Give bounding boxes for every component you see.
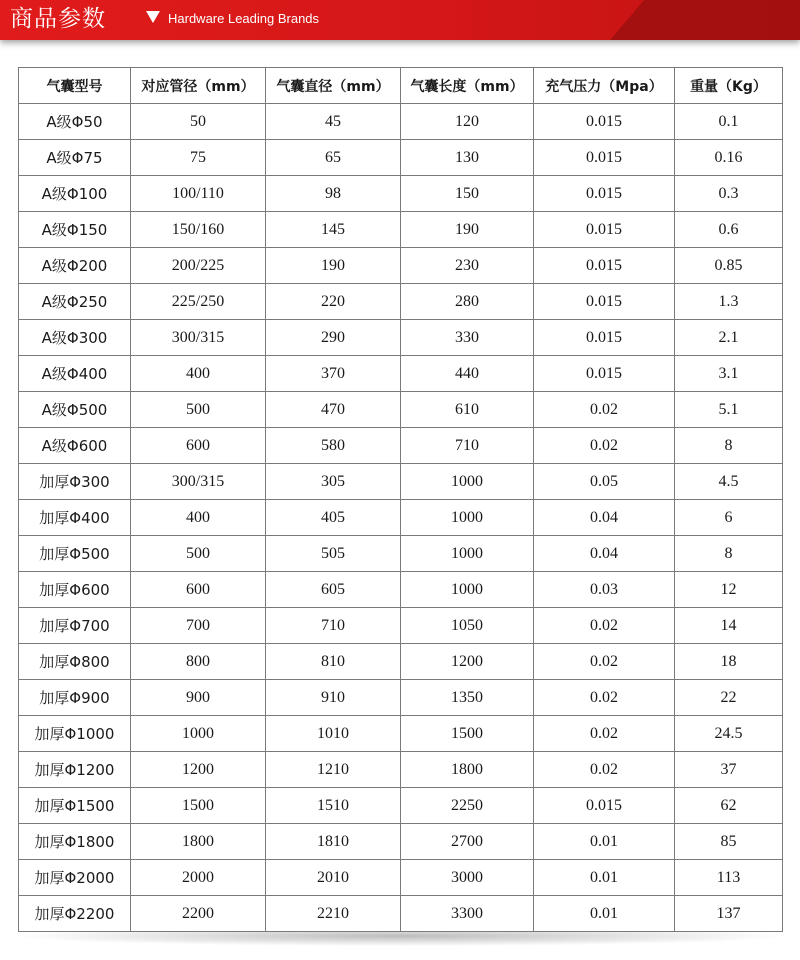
pressure-cell: 0.02 (534, 752, 675, 788)
pipe-diameter-cell: 1000 (131, 716, 266, 752)
airbag-length-cell: 710 (401, 428, 534, 464)
pressure-cell: 0.01 (534, 860, 675, 896)
airbag-diameter-cell: 1010 (266, 716, 401, 752)
column-header-model: 气囊型号 (19, 68, 131, 104)
table-row (19, 464, 783, 500)
airbag-length-cell: 130 (401, 140, 534, 176)
table-row (19, 248, 783, 284)
airbag-length-cell: 3300 (401, 896, 534, 932)
column-header-airbag-length: 气囊长度（mm） (401, 68, 534, 104)
model-cell: 加厚Φ2000 (19, 860, 131, 896)
weight-cell: 0.6 (675, 212, 783, 248)
model-cell: 加厚Φ400 (19, 500, 131, 536)
weight-cell: 137 (675, 896, 783, 932)
table-row (19, 356, 783, 392)
pipe-diameter-cell: 2200 (131, 896, 266, 932)
model-cell: A级Φ300 (19, 320, 131, 356)
pressure-cell: 0.04 (534, 500, 675, 536)
airbag-diameter-cell: 220 (266, 284, 401, 320)
airbag-diameter-cell: 65 (266, 140, 401, 176)
weight-cell: 6 (675, 500, 783, 536)
table-row (19, 716, 783, 752)
model-cell: 加厚Φ800 (19, 644, 131, 680)
pressure-cell: 0.03 (534, 572, 675, 608)
weight-cell: 1.3 (675, 284, 783, 320)
airbag-diameter-cell: 470 (266, 392, 401, 428)
pipe-diameter-cell: 50 (131, 104, 266, 140)
model-cell: A级Φ500 (19, 392, 131, 428)
table-row (19, 572, 783, 608)
airbag-length-cell: 1800 (401, 752, 534, 788)
model-cell: A级Φ200 (19, 248, 131, 284)
table-row (19, 680, 783, 716)
model-cell: A级Φ250 (19, 284, 131, 320)
page-title: 商品参数 (10, 6, 106, 32)
airbag-diameter-cell: 505 (266, 536, 401, 572)
model-cell: A级Φ100 (19, 176, 131, 212)
pressure-cell: 0.01 (534, 896, 675, 932)
airbag-length-cell: 230 (401, 248, 534, 284)
table-row (19, 140, 783, 176)
pipe-diameter-cell: 75 (131, 140, 266, 176)
table-row (19, 320, 783, 356)
model-cell: A级Φ75 (19, 140, 131, 176)
pipe-diameter-cell: 1800 (131, 824, 266, 860)
pipe-diameter-cell: 400 (131, 356, 266, 392)
table-header-row (19, 68, 783, 104)
airbag-diameter-cell: 405 (266, 500, 401, 536)
brand-tagline: Hardware Leading Brands (168, 11, 320, 26)
airbag-diameter-cell: 370 (266, 356, 401, 392)
weight-cell: 4.5 (675, 464, 783, 500)
airbag-diameter-cell: 145 (266, 212, 401, 248)
weight-cell: 18 (675, 644, 783, 680)
pipe-diameter-cell: 150/160 (131, 212, 266, 248)
pipe-diameter-cell: 700 (131, 608, 266, 644)
airbag-diameter-cell: 605 (266, 572, 401, 608)
pipe-diameter-cell: 225/250 (131, 284, 266, 320)
pressure-cell: 0.02 (534, 608, 675, 644)
table-row (19, 536, 783, 572)
weight-cell: 2.1 (675, 320, 783, 356)
table-row (19, 284, 783, 320)
pressure-cell: 0.02 (534, 392, 675, 428)
pipe-diameter-cell: 2000 (131, 860, 266, 896)
airbag-diameter-cell: 1210 (266, 752, 401, 788)
pressure-cell: 0.02 (534, 644, 675, 680)
weight-cell: 8 (675, 536, 783, 572)
table-row (19, 608, 783, 644)
airbag-length-cell: 2250 (401, 788, 534, 824)
weight-cell: 8 (675, 428, 783, 464)
airbag-length-cell: 610 (401, 392, 534, 428)
weight-cell: 12 (675, 572, 783, 608)
weight-cell: 0.3 (675, 176, 783, 212)
column-header-pipe-diameter: 对应管径（mm） (131, 68, 266, 104)
pressure-cell: 0.015 (534, 104, 675, 140)
pressure-cell: 0.015 (534, 176, 675, 212)
airbag-diameter-cell: 190 (266, 248, 401, 284)
airbag-diameter-cell: 45 (266, 104, 401, 140)
pipe-diameter-cell: 500 (131, 392, 266, 428)
table-row (19, 104, 783, 140)
weight-cell: 0.85 (675, 248, 783, 284)
pressure-cell: 0.015 (534, 212, 675, 248)
pressure-cell: 0.015 (534, 356, 675, 392)
airbag-length-cell: 440 (401, 356, 534, 392)
pipe-diameter-cell: 300/315 (131, 464, 266, 500)
airbag-length-cell: 330 (401, 320, 534, 356)
weight-cell: 0.1 (675, 104, 783, 140)
pipe-diameter-cell: 900 (131, 680, 266, 716)
table-row (19, 644, 783, 680)
column-header-weight: 重量（Kg） (675, 68, 783, 104)
weight-cell: 85 (675, 824, 783, 860)
pipe-diameter-cell: 500 (131, 536, 266, 572)
column-header-airbag-diameter: 气囊直径（mm） (266, 68, 401, 104)
model-cell: 加厚Φ700 (19, 608, 131, 644)
weight-cell: 113 (675, 860, 783, 896)
airbag-length-cell: 1000 (401, 464, 534, 500)
model-cell: 加厚Φ1500 (19, 788, 131, 824)
airbag-length-cell: 1000 (401, 536, 534, 572)
airbag-diameter-cell: 290 (266, 320, 401, 356)
model-cell: 加厚Φ900 (19, 680, 131, 716)
model-cell: A级Φ400 (19, 356, 131, 392)
weight-cell: 14 (675, 608, 783, 644)
model-cell: A级Φ150 (19, 212, 131, 248)
pressure-cell: 0.02 (534, 680, 675, 716)
model-cell: A级Φ600 (19, 428, 131, 464)
pressure-cell: 0.05 (534, 464, 675, 500)
airbag-length-cell: 1500 (401, 716, 534, 752)
pressure-cell: 0.02 (534, 428, 675, 464)
pipe-diameter-cell: 1200 (131, 752, 266, 788)
airbag-length-cell: 190 (401, 212, 534, 248)
airbag-diameter-cell: 710 (266, 608, 401, 644)
airbag-diameter-cell: 1810 (266, 824, 401, 860)
airbag-diameter-cell: 580 (266, 428, 401, 464)
airbag-diameter-cell: 2010 (266, 860, 401, 896)
airbag-length-cell: 3000 (401, 860, 534, 896)
model-cell: A级Φ50 (19, 104, 131, 140)
model-cell: 加厚Φ2200 (19, 896, 131, 932)
airbag-length-cell: 1050 (401, 608, 534, 644)
airbag-diameter-cell: 305 (266, 464, 401, 500)
pipe-diameter-cell: 400 (131, 500, 266, 536)
model-cell: 加厚Φ1200 (19, 752, 131, 788)
column-header-pressure: 充气压力（Mpa） (534, 68, 675, 104)
caret-down-icon (146, 11, 160, 23)
pipe-diameter-cell: 1500 (131, 788, 266, 824)
weight-cell: 5.1 (675, 392, 783, 428)
airbag-diameter-cell: 2210 (266, 896, 401, 932)
weight-cell: 37 (675, 752, 783, 788)
table-row (19, 896, 783, 932)
model-cell: 加厚Φ500 (19, 536, 131, 572)
weight-cell: 22 (675, 680, 783, 716)
pipe-diameter-cell: 600 (131, 428, 266, 464)
banner-shade (610, 0, 800, 40)
table-row (19, 788, 783, 824)
pipe-diameter-cell: 100/110 (131, 176, 266, 212)
airbag-diameter-cell: 810 (266, 644, 401, 680)
airbag-length-cell: 150 (401, 176, 534, 212)
table-body (19, 104, 783, 932)
weight-cell: 62 (675, 788, 783, 824)
pressure-cell: 0.01 (534, 824, 675, 860)
pipe-diameter-cell: 300/315 (131, 320, 266, 356)
table-row (19, 860, 783, 896)
model-cell: 加厚Φ300 (19, 464, 131, 500)
table-row (19, 392, 783, 428)
pipe-diameter-cell: 800 (131, 644, 266, 680)
pipe-diameter-cell: 200/225 (131, 248, 266, 284)
weight-cell: 3.1 (675, 356, 783, 392)
pressure-cell: 0.015 (534, 284, 675, 320)
airbag-diameter-cell: 98 (266, 176, 401, 212)
airbag-length-cell: 1200 (401, 644, 534, 680)
table-row (19, 500, 783, 536)
pressure-cell: 0.015 (534, 140, 675, 176)
pipe-diameter-cell: 600 (131, 572, 266, 608)
pressure-cell: 0.015 (534, 320, 675, 356)
model-cell: 加厚Φ600 (19, 572, 131, 608)
airbag-diameter-cell: 910 (266, 680, 401, 716)
model-cell: 加厚Φ1800 (19, 824, 131, 860)
pressure-cell: 0.015 (534, 248, 675, 284)
pressure-cell: 0.04 (534, 536, 675, 572)
airbag-length-cell: 1000 (401, 572, 534, 608)
pressure-cell: 0.015 (534, 788, 675, 824)
spec-table (18, 67, 783, 932)
airbag-length-cell: 2700 (401, 824, 534, 860)
airbag-length-cell: 120 (401, 104, 534, 140)
pressure-cell: 0.02 (534, 716, 675, 752)
header-banner (0, 0, 800, 40)
table-row (19, 176, 783, 212)
table-row (19, 752, 783, 788)
airbag-length-cell: 1350 (401, 680, 534, 716)
table-row (19, 824, 783, 860)
weight-cell: 24.5 (675, 716, 783, 752)
airbag-length-cell: 1000 (401, 500, 534, 536)
airbag-diameter-cell: 1510 (266, 788, 401, 824)
weight-cell: 0.16 (675, 140, 783, 176)
table-row (19, 212, 783, 248)
model-cell: 加厚Φ1000 (19, 716, 131, 752)
airbag-length-cell: 280 (401, 284, 534, 320)
table-row (19, 428, 783, 464)
